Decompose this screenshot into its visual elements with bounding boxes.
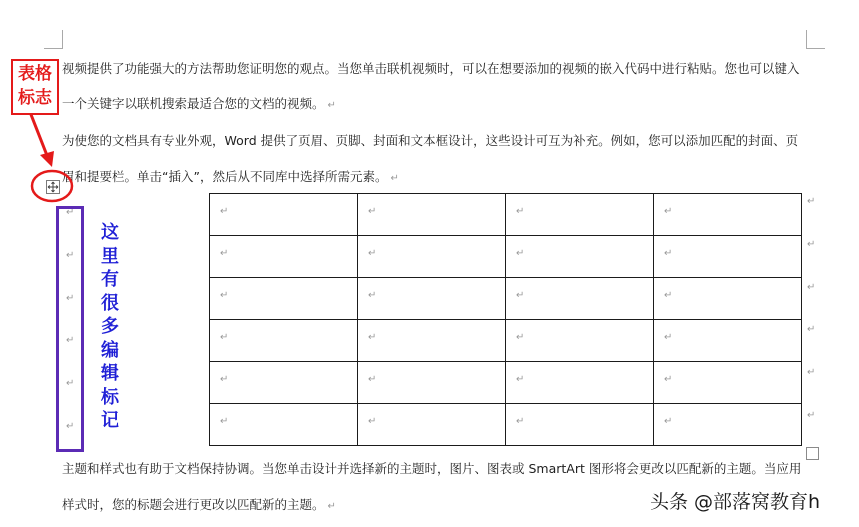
margin-corner-top-right [806, 30, 825, 49]
note-character: 有 [101, 269, 119, 290]
table-cell[interactable] [358, 278, 506, 320]
cell-end-mark: ↵ [664, 332, 673, 343]
note-character: 辑 [101, 363, 119, 384]
empty-paragraph-mark: ↵ [66, 335, 75, 347]
table-cell[interactable] [210, 404, 358, 446]
cell-end-mark: ↵ [220, 206, 229, 217]
callout-line-2: 标志 [18, 88, 52, 108]
paragraph-text: 视频提供了功能强大的方法帮助您证明您的观点。当您单击联机视频时，可以在想要添加的视频的嵌入代码中进行粘贴。您也可以键入 [62, 61, 800, 76]
table-cell[interactable] [654, 404, 802, 446]
table-cell[interactable] [210, 194, 358, 236]
paragraph-3-line-2[interactable] [62, 497, 336, 515]
table-cell[interactable] [210, 236, 358, 278]
cell-end-mark: ↵ [220, 248, 229, 259]
table-cell[interactable] [654, 362, 802, 404]
edit-marks-highlight-box [56, 206, 84, 452]
table-cell[interactable] [506, 320, 654, 362]
paragraph-2-line-1[interactable] [62, 133, 798, 149]
empty-paragraph-mark: ↵ [66, 207, 75, 218]
table-row [210, 320, 802, 362]
table-cell[interactable] [506, 236, 654, 278]
table-cell[interactable] [654, 278, 802, 320]
note-character: 这 [101, 222, 119, 243]
cell-end-mark: ↵ [368, 248, 377, 259]
cell-end-mark: ↵ [516, 290, 525, 301]
document-table[interactable] [209, 193, 802, 446]
note-character: 多 [101, 316, 119, 337]
cell-end-mark: ↵ [516, 374, 525, 385]
paragraph-text: 一个关键字以联机搜索最适合您的文档的视频。 [62, 96, 325, 111]
cell-end-mark: ↵ [516, 248, 525, 259]
cell-end-mark: ↵ [368, 332, 377, 343]
callout-line-1: 表格 [18, 64, 52, 84]
empty-paragraph-mark: ↵ [66, 378, 75, 390]
row-end-mark: ↵ [807, 238, 816, 250]
table-cell[interactable] [358, 236, 506, 278]
paragraph-3-line-1[interactable] [62, 461, 801, 477]
cell-end-mark: ↵ [664, 248, 673, 259]
cell-end-mark: ↵ [368, 290, 377, 301]
edit-marks-note [97, 221, 123, 433]
cell-end-mark: ↵ [368, 416, 377, 427]
paragraph-1-line-1[interactable] [62, 61, 800, 77]
cell-end-mark: ↵ [220, 374, 229, 385]
table-row [210, 404, 802, 446]
row-end-mark: ↵ [807, 367, 816, 379]
cell-end-mark: ↵ [368, 374, 377, 385]
cell-end-mark: ↵ [664, 206, 673, 217]
note-character: 编 [101, 339, 119, 361]
table-cell[interactable] [506, 194, 654, 236]
cell-end-mark: ↵ [220, 332, 229, 343]
cell-end-mark: ↵ [516, 332, 525, 343]
paragraph-1-line-2[interactable] [62, 96, 336, 114]
paragraph-text: 主题和样式也有助于文档保持协调。当您单击设计并选择新的主题时，图片、图表或 SmartArt 图形将会更改以匹配新的主题。当应用 [62, 461, 802, 476]
empty-paragraph-mark: ↵ [66, 421, 75, 432]
cell-end-mark: ↵ [368, 206, 377, 217]
table-move-handle-icon[interactable] [46, 180, 60, 194]
row-end-mark: ↵ [807, 196, 816, 207]
paragraph-text: 样式时，您的标题会进行更改以匹配新的主题。 [62, 497, 325, 512]
cell-end-mark: ↵ [664, 290, 673, 301]
cell-end-mark: ↵ [516, 416, 525, 427]
note-character: 记 [101, 410, 119, 431]
cell-end-mark: ↵ [664, 374, 673, 385]
row-end-mark: ↵ [807, 410, 816, 421]
table-marker-callout [11, 59, 59, 115]
paragraph-text: 眉和提要栏。单击“插入”，然后从不同库中选择所需元素。 [62, 169, 388, 184]
margin-corner-top-left [44, 30, 63, 49]
watermark: 头条 @部落窝教育h [650, 491, 821, 513]
empty-paragraph-mark: ↵ [66, 292, 75, 304]
table-cell[interactable] [506, 404, 654, 446]
table-cell[interactable] [210, 362, 358, 404]
table-cell[interactable] [358, 362, 506, 404]
table-row [210, 236, 802, 278]
table-row [210, 194, 802, 236]
paragraph-mark: ↵ [390, 173, 399, 184]
table-resize-handle-icon[interactable] [806, 447, 819, 460]
table-cell[interactable] [506, 278, 654, 320]
table-cell[interactable] [210, 278, 358, 320]
cell-end-mark: ↵ [516, 206, 525, 217]
table-cell[interactable] [654, 194, 802, 236]
table-cell[interactable] [358, 404, 506, 446]
paragraph-text: 为使您的文档具有专业外观，Word 提供了页眉、页脚、封面和文本框设计，这些设计可互为补充。例如，您可以添加匹配的封面、页 [62, 133, 799, 148]
row-end-mark: ↵ [807, 281, 816, 293]
table-cell[interactable] [358, 194, 506, 236]
note-character: 标 [101, 386, 119, 408]
cell-end-mark: ↵ [220, 290, 229, 301]
paragraph-mark: ↵ [327, 501, 336, 512]
cell-end-mark: ↵ [664, 416, 673, 427]
note-character: 里 [101, 245, 119, 267]
table-cell[interactable] [654, 320, 802, 362]
empty-paragraph-mark: ↵ [66, 249, 75, 261]
table-cell[interactable] [654, 236, 802, 278]
note-character: 很 [101, 292, 119, 314]
row-end-mark: ↵ [807, 324, 816, 336]
table-cell[interactable] [210, 320, 358, 362]
table-cell[interactable] [358, 320, 506, 362]
table-row [210, 278, 802, 320]
cell-end-mark: ↵ [220, 416, 229, 427]
paragraph-2-line-2[interactable] [62, 169, 399, 187]
table-cell[interactable] [506, 362, 654, 404]
table-row [210, 362, 802, 404]
paragraph-mark: ↵ [327, 100, 336, 111]
